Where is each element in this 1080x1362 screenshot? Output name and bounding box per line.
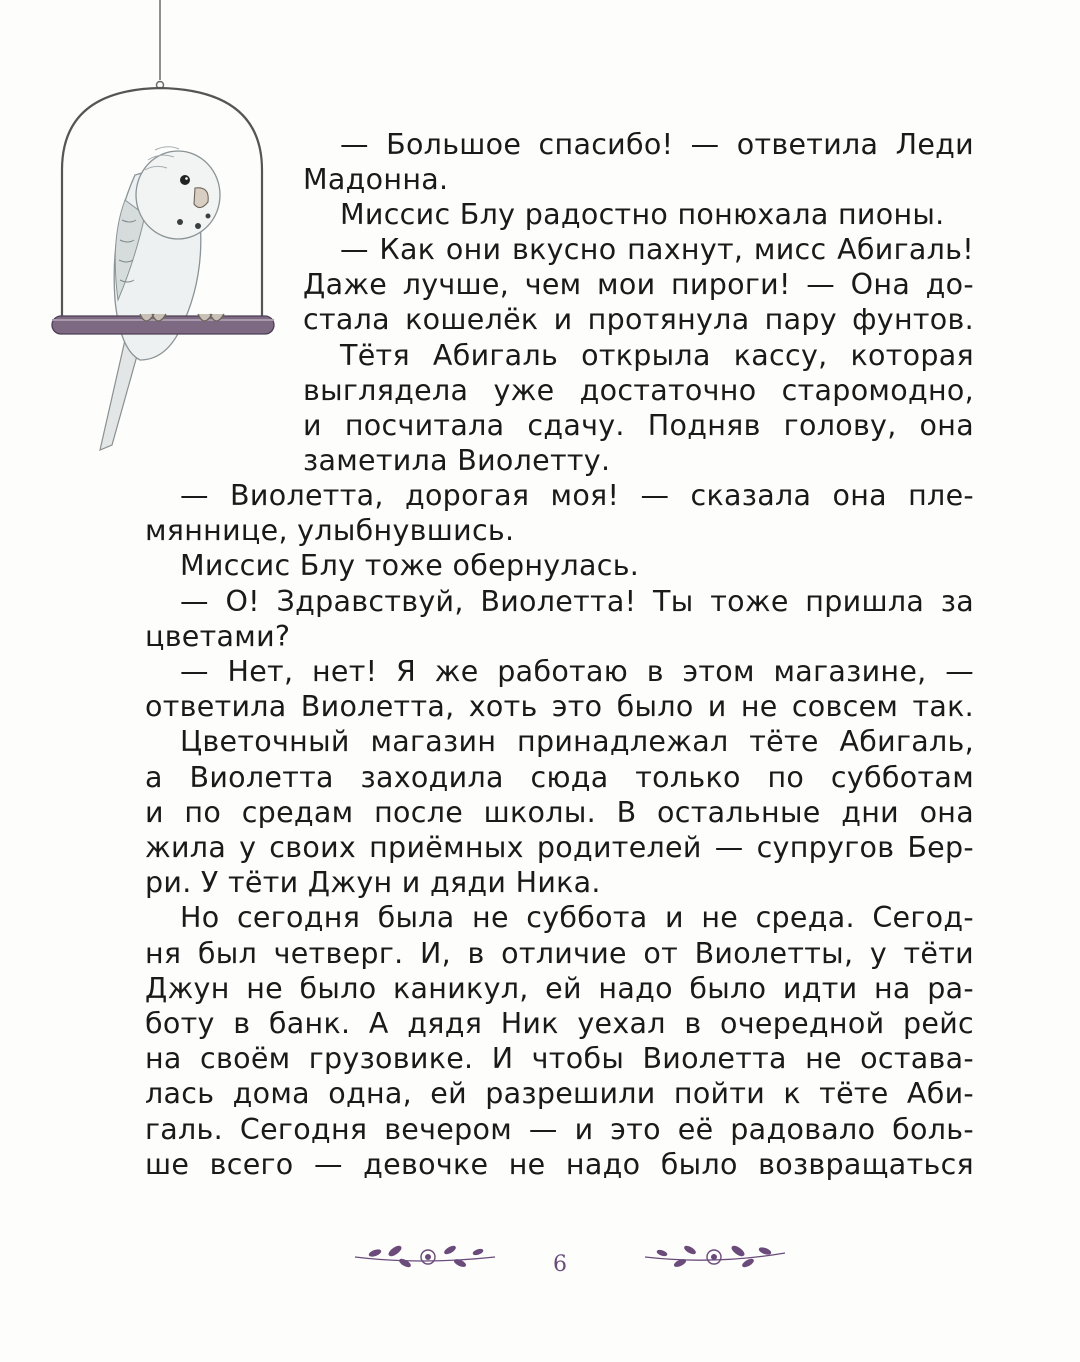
text-line: Цветочный магазин принадлежал тёте Абигаль, bbox=[180, 725, 974, 758]
text-line: лась дома одна, ей разрешили пойти к тёте Аби- bbox=[145, 1077, 974, 1110]
text-line: боту в банк. А дядя Ник уехал в очередной рейс bbox=[145, 1007, 974, 1040]
text-line: Даже лучше, чем мои пироги! — Она до- bbox=[303, 268, 974, 301]
text-line: Джун не было каникул, ей надо было идти на ра- bbox=[145, 972, 974, 1005]
text-line: Тётя Абигаль открыла кассу, которая bbox=[340, 339, 974, 372]
text-line: Миссис Блу тоже обернулась. bbox=[180, 549, 640, 582]
text-line: галь. Сегодня вечером — и это её радовало боль- bbox=[145, 1113, 974, 1146]
text-line: заметила Виолетту. bbox=[303, 444, 611, 477]
text-line: Мадонна. bbox=[303, 163, 449, 196]
text-line: ответила Виолетта, хоть это было и не совсем так. bbox=[145, 690, 974, 723]
text-line: жила у своих приёмных родителей — супругов Бер- bbox=[145, 831, 974, 864]
text-line: ше всего — девочке не надо было возвращаться bbox=[145, 1148, 974, 1181]
text-line: Но сегодня была не суббота и не среда. Сегод- bbox=[180, 901, 974, 934]
text-line: Миссис Блу радостно понюхала пионы. bbox=[340, 198, 945, 231]
page-number: 6 bbox=[553, 1252, 567, 1277]
text-line: и посчитала сдачу. Подняв голову, она bbox=[303, 409, 974, 442]
text-line: и по средам после школы. В остальные дни она bbox=[145, 796, 974, 829]
text-line: на своём грузовике. И чтобы Виолетта не остава- bbox=[145, 1042, 974, 1075]
text-line: стала кошелёк и протянула пару фунтов. bbox=[303, 303, 974, 336]
text-line: — Виолетта, дорогая моя! — сказала она пле- bbox=[180, 479, 974, 512]
budgie-illustration bbox=[40, 0, 290, 470]
text-line: а Виолетта заходила сюда только по субботам bbox=[145, 761, 974, 794]
text-line: мяннице, улыбнувшись. bbox=[145, 514, 515, 547]
right-floral-ornament-icon bbox=[645, 1245, 785, 1268]
text-line: ня был четверг. И, в отличие от Виолетты, у тёти bbox=[145, 937, 974, 970]
text-line: — Нет, нет! Я же работаю в этом магазине, — bbox=[180, 655, 974, 688]
left-floral-ornament-icon bbox=[355, 1245, 495, 1268]
text-line: — Большое спасибо! — ответила Леди bbox=[340, 128, 974, 161]
text-line: выглядела уже достаточно старомодно, bbox=[303, 374, 974, 407]
text-line: — О! Здравствуй, Виолетта! Ты тоже пришла за bbox=[180, 585, 974, 618]
text-line: — Как они вкусно пахнут, мисс Абигаль! bbox=[340, 233, 974, 266]
text-line: ри. У тёти Джун и дяди Ника. bbox=[145, 866, 601, 899]
text-line: цветами? bbox=[145, 620, 291, 653]
